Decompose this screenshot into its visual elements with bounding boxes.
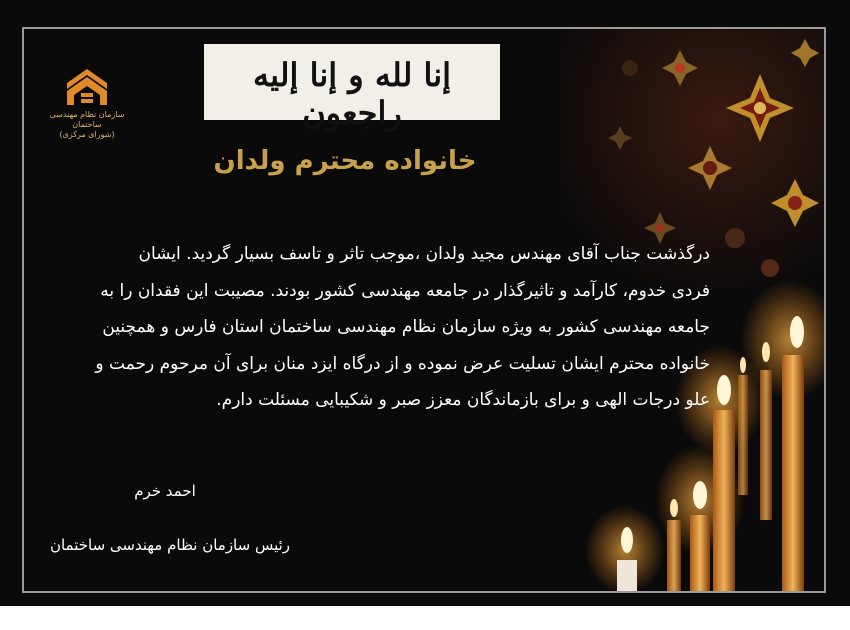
message-line: علو درجات الهی و برای بازماندگان معزز صبر و شکیبایی مسئلت دارم.	[216, 390, 710, 410]
message-line: درگذشت جناب آقای مهندس مجید ولدان ،موجب تاثر و تاسف بسیار گردید. ایشان	[138, 244, 710, 264]
logo-org-name: سازمان نظام مهندسی ساختمان	[49, 110, 125, 129]
message-line: جامعه مهندسی کشور به ویژه سازمان نظام مهندسی ساختمان استان فارس و همچنین	[102, 317, 710, 337]
calligraphy-text: إنا لله و إنا إليه راجعون	[252, 56, 452, 132]
organization-logo	[37, 63, 137, 143]
logo-org-subtitle: (شورای مرکزی)	[59, 130, 115, 139]
bottom-margin	[0, 606, 850, 630]
message-line: خانواده محترم ایشان تسلیت عرض نموده و از درگاه ایزد منان برای آن مرحوم رحمت و	[95, 353, 710, 374]
condolence-message	[60, 236, 710, 419]
page-title: خانواده محترم ولدان	[213, 146, 477, 176]
building-logo-icon	[64, 65, 110, 107]
calligraphy-banner	[204, 44, 500, 132]
signature-name: احمد خرم	[134, 482, 196, 500]
message-line: فردی خدوم، کارآمد و تاثیرگذار در جامعه مهندسی کشور بودند. مصیبت این فقدان را به	[100, 280, 710, 301]
logo-caption	[37, 110, 137, 140]
signature-title: رئیس سازمان نظام مهندسی ساختمان	[49, 536, 291, 554]
